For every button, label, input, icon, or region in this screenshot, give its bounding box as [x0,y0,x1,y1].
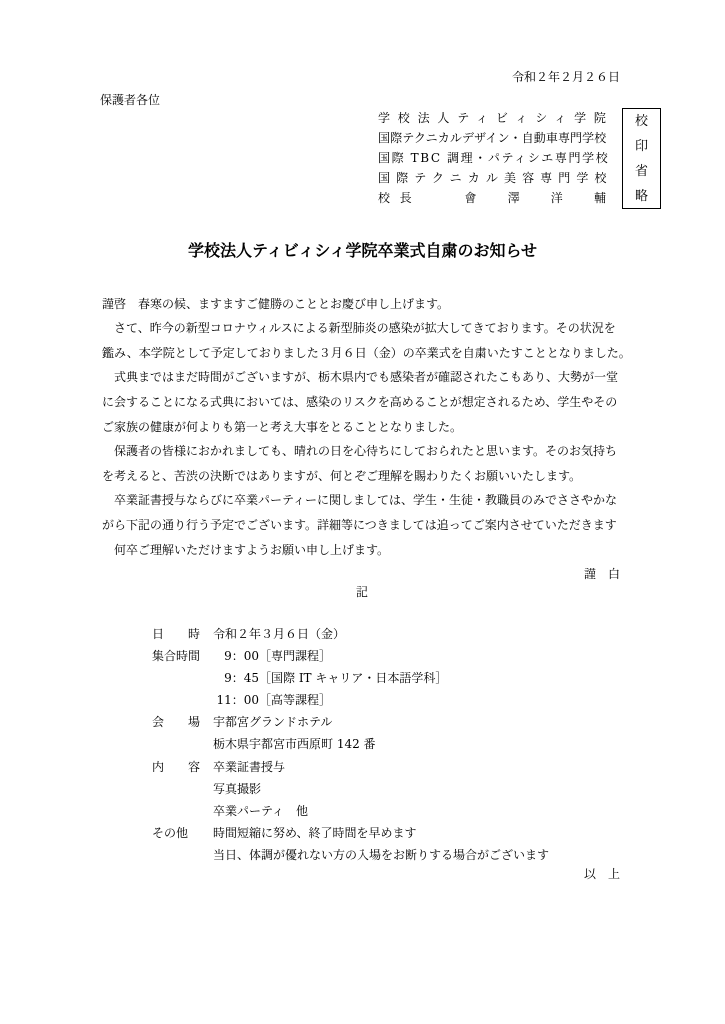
body-line: に会することになる式典においては、感染のリスクを高めることが想定されるため、学生やその [102,395,618,410]
sender-school-2: 国際 TBC 調理・パティシエ専門学校 [378,151,610,165]
body-line: 鑑み、本学院として予定しておりました３月６日（金）の卒業式を自粛いたすこととなりました。 [102,345,631,360]
ending-ijo: 以 上 [583,867,620,881]
assembly-group: ［国際 IT キャリア・日本語学科］ [259,671,448,686]
detail-label-other: その他 [152,825,189,840]
body-line: がら下記の通り行う予定でございます。詳細等につきましては追ってご案内させていただきます [102,518,617,533]
ki-marker: 記 [356,585,369,599]
detail-row-program [152,778,602,800]
closing-salutation: 謹 白 [583,567,620,581]
sender-corporation: 学校法人ティビィシィ学院 [378,111,614,125]
detail-label-program: 内 容 [152,759,201,774]
detail-row-assembly [152,667,602,689]
sender-principal: 校長 會 澤 洋 輔 [378,191,616,205]
other-item: 当日、体調が優れない方の入場をお断りする場合がございます [213,847,550,862]
sender-block [378,108,616,208]
venue-address: 栃木県宇都宮市西原町 142 番 [213,737,376,752]
assembly-group: ［専門課程］ [259,649,332,664]
details-list [152,623,602,866]
venue-name: 宇都宮グランドホテル [213,715,333,730]
body-line: 式典まではまだ時間がございますが、栃木県内でも感染者が確認されたこもあり、大勢が一堂 [102,370,619,385]
detail-row-venue [152,711,602,733]
detail-row-program [152,800,602,822]
detail-row-assembly [152,689,602,711]
body-line: ご家族の健康が何よりも第一と考え大事をとることとなりました。 [102,419,463,434]
detail-row-other [152,822,602,844]
body-line: 謹啓 春寒の候、ますますご健勝のこととお慶び申し上げます。 [102,296,450,311]
issue-date: 令和２年２月２６日 [511,70,620,84]
body-text [102,292,631,563]
seal-omitted-box [622,108,661,209]
assembly-time: 9：00 [224,649,259,664]
detail-value-date: 令和２年３月６日（金） [213,627,346,641]
detail-label-venue: 会 場 [152,715,201,730]
other-item: 時間短縮に努め、終了時間を早めます [213,825,417,840]
seal-omitted-note: 校印省略 [635,114,649,204]
body-line: 卒業証書授与ならびに卒業パーティーに関しましては、学生・生徒・教職員のみでささやかな [102,493,618,508]
detail-row-other [152,844,602,866]
detail-row-assembly [152,645,602,667]
detail-label-date: 日 時 [152,627,201,641]
body-line: を考えると、苦渋の決断ではありますが、何とぞご理解を賜わりたくお願いいたします。 [102,468,582,483]
detail-row-date [152,623,602,645]
sender-school-1: 国際テクニカルデザイン・自動車専門学校 [378,131,607,145]
addressee: 保護者各位 [100,93,161,107]
assembly-time: 11：00 [216,693,259,708]
body-line: さて、昨今の新型コロナウィルスによる新型肺炎の感染が拡大してきております。その状況を [102,321,616,336]
detail-row-program [152,756,602,778]
assembly-group: ［高等課程］ [259,693,332,708]
body-line: 何卒ご理解いただけますようお願い申し上げます。 [102,542,390,557]
document-title: 学校法人ティビィシィ学院卒業式自粛のお知らせ [188,241,537,260]
assembly-slot [213,689,331,711]
sender-school-3: 国際テクニカル美容専門学校 [378,171,613,185]
program-item: 卒業証書授与 [213,759,286,774]
assembly-slot [213,645,331,667]
detail-label-assembly: 集合時間 [152,649,201,664]
assembly-slot [213,667,447,689]
program-item: 卒業パーティ 他 [213,803,309,818]
assembly-time: 9：45 [224,671,259,686]
program-item: 写真撮影 [213,781,262,796]
detail-row-venue-address [152,733,602,755]
body-line: 保護者の皆様におかれましても、晴れの日を心待ちにしておられたと思います。そのお気持ち [102,444,618,459]
